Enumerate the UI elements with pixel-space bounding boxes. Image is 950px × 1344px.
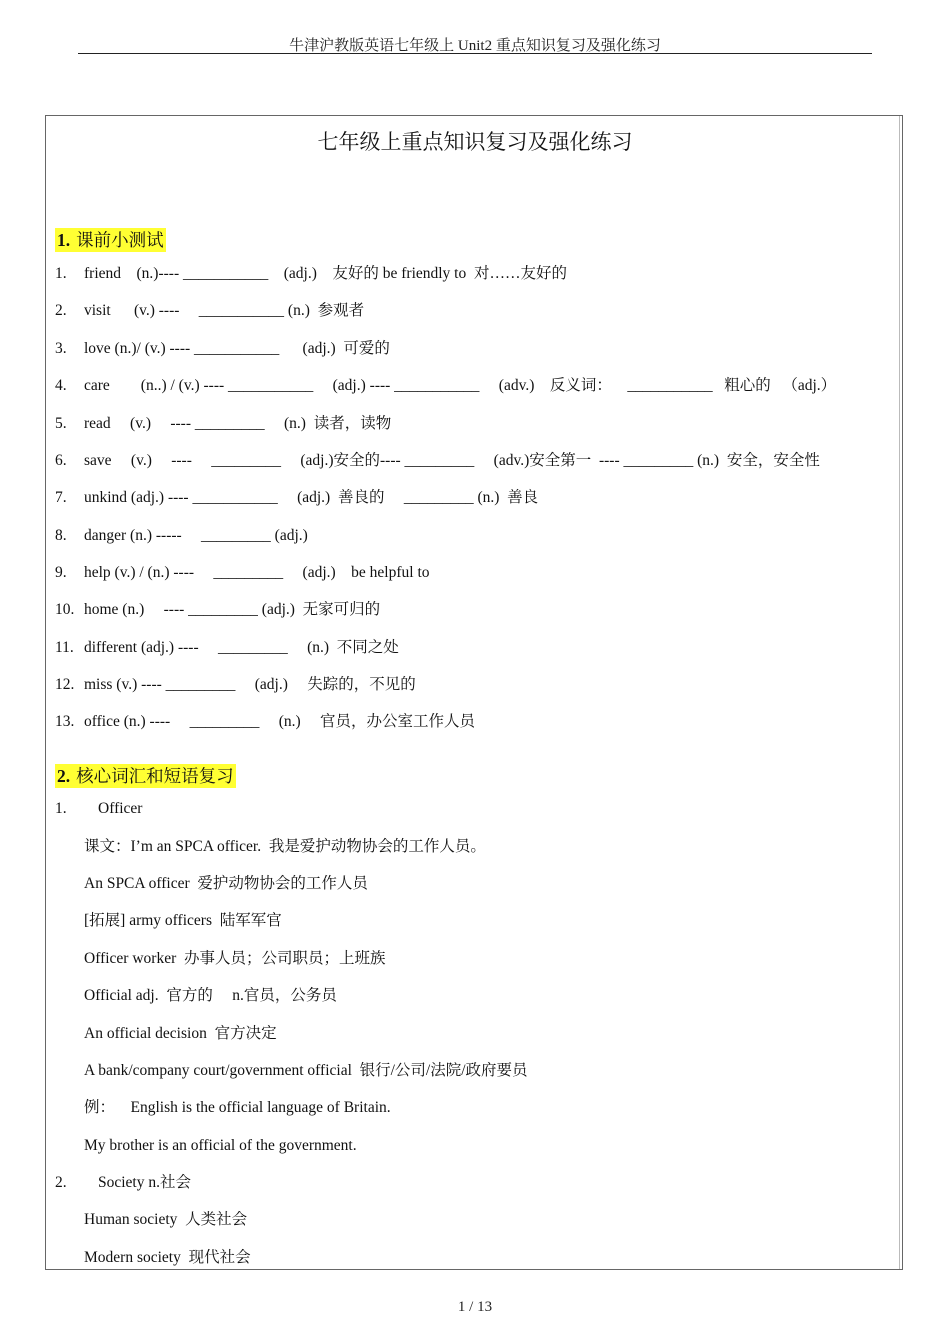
exercise-item-13: 13. office (n.) ---- _________ (n.) 官员，办公室工作人员 — [55, 713, 476, 730]
vocab-line: 例： English is the official language of Britain. — [84, 1099, 391, 1116]
exercise-item-11: 11. different (adj.) ---- _________ (n.) 不同之处 — [55, 639, 399, 656]
exercise-item-1: 1. friend (n.)---- ___________ (adj.) 友好的 be friendly to 对……友好的 — [55, 265, 567, 282]
vocab-line: Modern society 现代社会 — [84, 1249, 251, 1266]
exercise-item-5: 5. read (v.) ---- _________ (n.) 读者，读物 — [55, 415, 392, 432]
vocab-line: My brother is an official of the government. — [84, 1137, 357, 1154]
vocab-line: [拓展] army officers 陆军军官 — [84, 912, 282, 929]
exercise-item-4: 4. care (n..) / (v.) ---- ___________ (adj.) ---- ___________ (adv.) 反义词： ___________ 粗心的 （adj.） — [55, 377, 837, 394]
section-2-number: 2. — [57, 766, 71, 786]
exercise-item-3: 3. love (n.)/ (v.) ---- ___________ (adj.) 可爱的 — [55, 340, 390, 357]
running-header: 牛津沪教版英语七年级上 Unit2 重点知识复习及强化练习 — [289, 38, 661, 54]
vocab-line: An SPCA officer 爱护动物协会的工作人员 — [84, 875, 368, 892]
section-1-title: 课前小测试 — [76, 230, 164, 250]
exercise-item-8: 8. danger (n.) ----- _________ (adj.) — [55, 527, 308, 544]
vocab-entry-1-heading: 1. Officer — [55, 800, 143, 817]
vocab-line: An official decision 官方决定 — [84, 1025, 277, 1042]
document-title: 七年级上重点知识复习及强化练习 — [317, 130, 633, 154]
section-1-number: 1. — [57, 230, 71, 250]
vocab-entry-2-heading: 2. Society n.社会 — [55, 1174, 191, 1191]
exercise-item-2: 2. visit (v.) ---- ___________ (n.) 参观者 — [55, 302, 365, 319]
vocab-line: Human society 人类社会 — [84, 1211, 248, 1228]
vocab-line: A bank/company court/government official 银行/公司/法院/政府要员 — [84, 1062, 528, 1079]
header-rule — [78, 53, 872, 54]
vocab-line: Official adj. 官方的 n.官员，公务员 — [84, 987, 337, 1004]
section-1-heading — [55, 228, 166, 252]
vocab-line: 课文：I’m an SPCA officer. 我是爱护动物协会的工作人员。 — [84, 838, 486, 855]
exercise-item-6: 6. save (v.) ---- _________ (adj.)安全的---- _________ (adv.)安全第一 ---- _________ (n.) 安全，安全性 — [55, 452, 820, 469]
exercise-item-7: 7. unkind (adj.) ---- ___________ (adj.) 善良的 _________ (n.) 善良 — [55, 489, 539, 506]
exercise-item-9: 9. help (v.) / (n.) ---- _________ (adj.) be helpful to — [55, 564, 430, 581]
section-2-title: 核心词汇和短语复习 — [76, 766, 234, 786]
page-number: 1 / 13 — [457, 1299, 493, 1315]
section-2-heading — [55, 764, 236, 788]
exercise-item-12: 12. miss (v.) ---- _________ (adj.) 失踪的，不见的 — [55, 676, 416, 693]
vocab-line: Officer worker 办事人员；公司职员；上班族 — [84, 950, 386, 967]
exercise-item-10: 10. home (n.) ---- _________ (adj.) 无家可归的 — [55, 601, 381, 618]
